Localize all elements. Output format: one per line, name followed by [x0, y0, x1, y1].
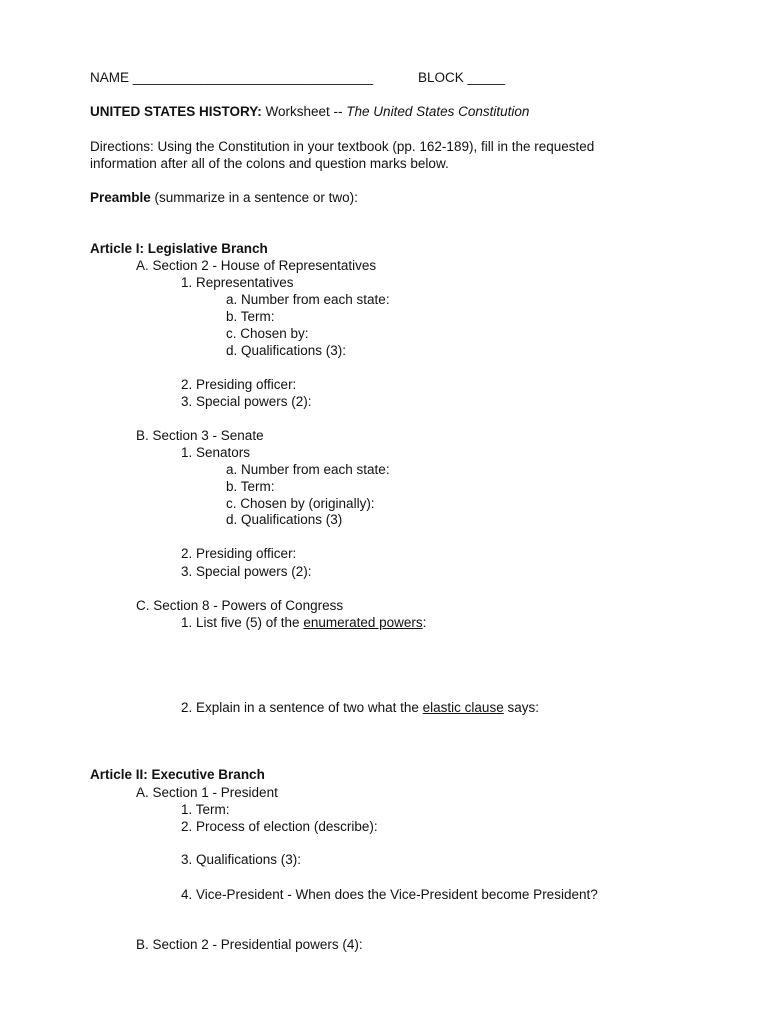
house-representatives: 1. Representatives [181, 275, 294, 290]
block-line: BLOCK _____ [418, 70, 506, 85]
topic-label: The United States Constitution [346, 104, 530, 119]
house-presiding-officer: 2. Presiding officer: [181, 377, 297, 392]
preamble-prompt [90, 190, 358, 206]
name-line: NAME ________________________________ [90, 70, 374, 85]
elastic-clause-prompt: 2. Explain in a sentence of two what the elastic clause says: [181, 700, 539, 715]
senate-senators: 1. Senators [181, 445, 251, 460]
directions-line-1: Directions: Using the Constitution in your textbook (pp. 162-189), fill in the requested [90, 139, 595, 154]
directions-line-2: information after all of the colons and question marks below. [90, 156, 449, 171]
elastic-clause-term: elastic clause [422, 700, 504, 715]
senate-special-powers: 3. Special powers (2): [181, 564, 312, 579]
section-president: A. Section 1 - President [136, 785, 278, 800]
president-election-process: 2. Process of election (describe): [181, 819, 378, 834]
enumerated-powers-term: enumerated powers [303, 615, 423, 630]
house-qualifications: d. Qualifications (3): [226, 343, 347, 358]
senate-chosen-by: c. Chosen by (originally): [226, 496, 375, 511]
preamble-label: Preamble [90, 190, 151, 205]
course-label: UNITED STATES HISTORY: [90, 104, 262, 119]
section-powers-of-congress: C. Section 8 - Powers of Congress [136, 598, 344, 613]
house-chosen-by: c. Chosen by: [226, 326, 309, 341]
article-1-heading: Article I: Legislative Branch [90, 241, 268, 256]
preamble-note: (summarize in a sentence or two): [150, 190, 358, 205]
vice-president-question: 4. Vice-President - When does the Vice-President become President? [181, 887, 598, 902]
section-senate: B. Section 3 - Senate [136, 428, 264, 443]
house-number: a. Number from each state: [226, 292, 390, 307]
section-house: A. Section 2 - House of Representatives [136, 258, 377, 273]
president-term: 1. Term: [181, 802, 230, 817]
house-special-powers: 3. Special powers (2): [181, 394, 312, 409]
senate-number: a. Number from each state: [226, 462, 390, 477]
senate-presiding-officer: 2. Presiding officer: [181, 546, 297, 561]
worksheet-title [90, 104, 529, 120]
article-2-heading: Article II: Executive Branch [90, 767, 265, 782]
enumerated-powers-prompt: 1. List five (5) of the enumerated powers: [181, 615, 427, 630]
senate-qualifications: d. Qualifications (3) [226, 512, 343, 527]
house-term: b. Term: [226, 309, 275, 324]
president-qualifications: 3. Qualifications (3): [181, 852, 302, 867]
worksheet-label: Worksheet -- [261, 104, 347, 119]
section-presidential-powers: B. Section 2 - Presidential powers (4): [136, 937, 363, 952]
senate-term: b. Term: [226, 479, 275, 494]
